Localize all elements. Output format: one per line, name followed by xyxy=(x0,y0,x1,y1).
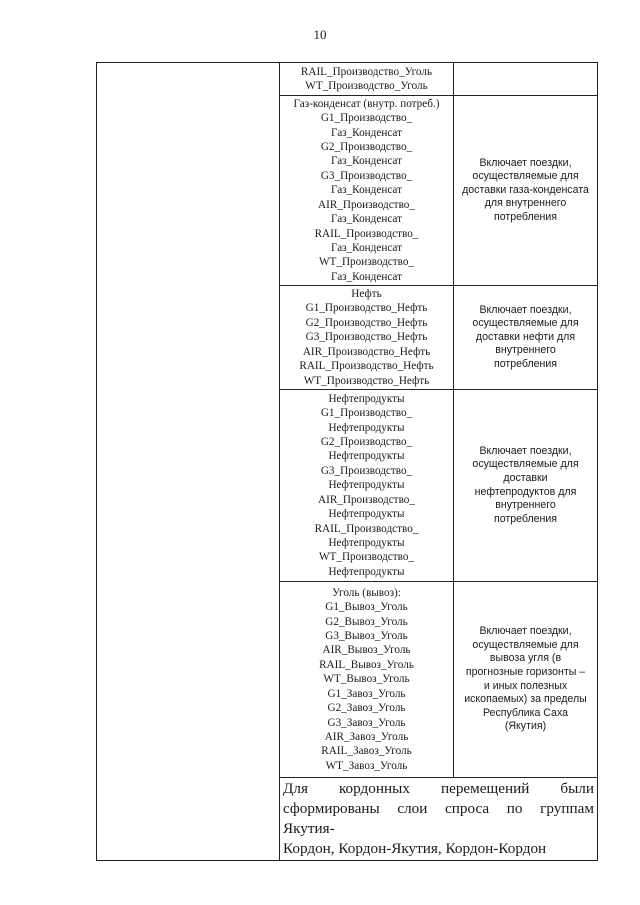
group-heading: Уголь (вывоз): xyxy=(332,586,401,599)
group-heading: Нефть xyxy=(351,288,382,301)
layer-line: G2_Завоз_Уголь xyxy=(327,702,406,715)
layer-line: G3_Производство_ xyxy=(320,169,413,182)
layer-line: G1_Производство_ xyxy=(320,112,413,125)
cordon-note-paragraph xyxy=(280,778,598,861)
note-line: внутреннего xyxy=(495,499,556,512)
note-line: и иных полезных xyxy=(483,679,568,692)
layer-line: G2_Производство_ xyxy=(320,141,413,154)
layer-line: AIR_Вывоз_Уголь xyxy=(322,644,411,657)
layer-line: WT_Производство_ xyxy=(318,551,415,564)
layer-line: AIR_Производство_Нефть xyxy=(302,345,431,358)
layer-line: WT_Вывоз_Уголь xyxy=(323,673,410,686)
note-line: нефтепродуктов для xyxy=(474,485,577,498)
layer-line: G1_Производство_Нефть xyxy=(305,302,428,315)
note-line: потребления xyxy=(493,357,558,370)
note-line: доставки нефти для xyxy=(475,330,576,343)
note-line: осуществляемые для xyxy=(472,638,579,651)
note-line: (Якутия) xyxy=(504,720,547,733)
paragraph-line: Для кордонных перемещений были xyxy=(283,780,594,797)
layer-line: RAIL_Завоз_Уголь xyxy=(321,745,412,758)
table-row xyxy=(97,63,598,96)
note-line: доставки газа-конденсата xyxy=(462,183,589,196)
layer-line: Газ_Конденсат xyxy=(331,155,402,168)
layer-line: Газ_Конденсат xyxy=(331,213,402,226)
note-line: Включает поездки, xyxy=(479,625,572,638)
layer-line: Газ_Конденсат xyxy=(331,270,402,283)
layer-line: G1_Завоз_Уголь xyxy=(327,687,406,700)
layer-names-cell xyxy=(280,63,454,96)
layer-line: RAIL_Вывоз_Уголь xyxy=(319,658,414,671)
layer-line: RAIL_Производство_ xyxy=(314,227,419,240)
paragraph-line: Кордон, Кордон-Якутия, Кордон-Кордон xyxy=(283,840,547,857)
layer-names-cell xyxy=(280,286,454,390)
note-line: ископаемых) за пределы xyxy=(464,693,587,706)
layer-line: AIR_Производство_ xyxy=(318,493,415,506)
layer-line: G2_Производство_ xyxy=(320,436,413,449)
note-cell xyxy=(454,286,598,390)
layer-line: G3_Производство_Нефть xyxy=(305,331,428,344)
note-line: для внутреннего xyxy=(484,197,567,210)
left-empty-cell xyxy=(97,63,280,861)
note-line: осуществляемые для xyxy=(472,170,579,183)
layer-line: Нефтепродукты xyxy=(328,450,405,463)
note-line: Включает поездки, xyxy=(479,303,572,316)
note-line: Республика Саха xyxy=(482,706,569,719)
note-line: вывоза угля (в xyxy=(489,652,562,665)
layer-names-cell xyxy=(280,582,454,778)
layer-line: Нефтепродукты xyxy=(328,536,405,549)
layer-line: Газ_Конденсат xyxy=(331,241,402,254)
layer-line: WT_Производство_ xyxy=(318,256,415,269)
layer-line: Нефтепродукты xyxy=(328,479,405,492)
layer-line: Нефтепродукты xyxy=(328,565,405,578)
note-line: осуществляемые для xyxy=(472,458,579,471)
note-line: потребления xyxy=(493,512,558,525)
layer-line: Газ_Конденсат xyxy=(331,184,402,197)
note-line: прогнозные горизонты – xyxy=(465,665,586,678)
layer-line: G1_Производство_ xyxy=(320,407,413,420)
group-heading: Нефтепродукты xyxy=(328,392,405,405)
paragraph-line: сформированы слои спроса по группам Якутия- xyxy=(283,800,594,837)
note-cell xyxy=(454,390,598,582)
layer-line: G3_Завоз_Уголь xyxy=(327,716,406,729)
layer-names-cell xyxy=(280,390,454,582)
layer-names-cell xyxy=(280,96,454,286)
layer-line: Нефтепродукты xyxy=(328,508,405,521)
layer-line: G2_Производство_Нефть xyxy=(305,316,428,329)
layer-line: WT_Производство_Уголь xyxy=(305,80,428,92)
layer-line: Газ_Конденсат xyxy=(331,126,402,139)
layer-line: RAIL_Производство_ xyxy=(314,522,419,535)
note-line: внутреннего xyxy=(495,344,556,357)
layer-line: G2_Вывоз_Уголь xyxy=(325,615,408,628)
group-heading: Газ-конденсат (внутр. потреб.) xyxy=(293,97,440,110)
note-cell xyxy=(454,96,598,286)
page-number: 10 xyxy=(313,27,327,42)
layer-line: RAIL_Производство_Уголь xyxy=(300,65,433,78)
note-line: Включает поездки, xyxy=(479,156,572,169)
layer-line: G3_Вывоз_Уголь xyxy=(325,630,408,643)
document-table xyxy=(96,62,598,861)
layer-line: WT_Производство_Нефть xyxy=(303,374,430,387)
layer-line: G1_Вывоз_Уголь xyxy=(325,601,408,614)
note-line: осуществляемые для xyxy=(472,317,579,330)
note-cell xyxy=(454,63,598,96)
note-line: доставки xyxy=(503,471,548,484)
layer-line: AIR_Производство_ xyxy=(318,198,415,211)
layer-line: WT_Завоз_Уголь xyxy=(325,759,408,772)
note-line: потребления xyxy=(493,210,558,223)
note-cell xyxy=(454,582,598,778)
layer-line: Нефтепродукты xyxy=(328,421,405,434)
layer-line: RAIL_Производство_Нефть xyxy=(299,360,434,373)
note-line: Включает поездки, xyxy=(479,444,572,457)
layer-line: AIR_Завоз_Уголь xyxy=(324,730,409,743)
layer-line: G3_Производство_ xyxy=(320,464,413,477)
